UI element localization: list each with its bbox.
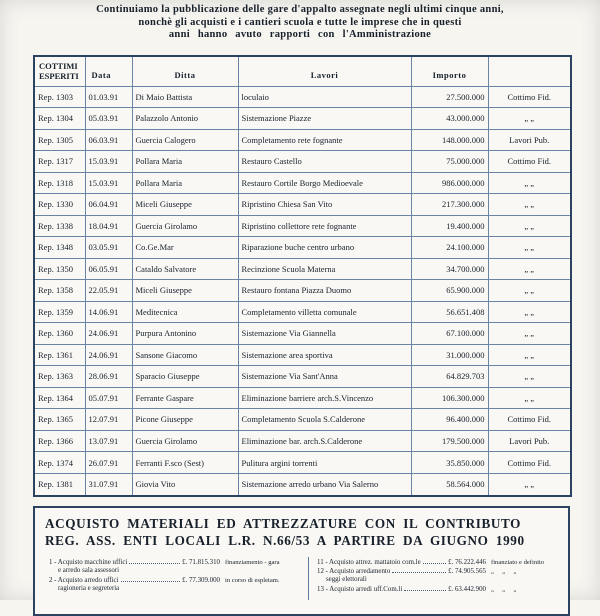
item-label: 13 - Acquisto arredi uff.Com.li [317,585,403,593]
item-label: 11 - Acquisto attrez. mattatoio com.le [317,559,421,566]
item-label: 2 - Acquisto arredo uffici [49,576,119,584]
cell-date: 14.06.91 [85,301,132,323]
cell-date: 18.04.91 [85,215,132,237]
acquisti-title-line-1: ACQUISTO MATERIALI ED ATTREZZATURE CON IL CONTRIBUTO [45,516,521,531]
cell-rep: Rep. 1365 [34,409,85,431]
cottimi-esperiti-table [33,55,572,497]
table-row [34,430,571,452]
cell-rep: Rep. 1317 [34,151,85,173]
acquisti-item [317,567,565,576]
cell-amount: 67.100.000 [411,323,488,345]
cell-rep: Rep. 1361 [34,344,85,366]
cell-work: Sistemazione area sportiva [238,344,411,366]
acquisti-title [35,508,568,549]
cell-rep: Rep. 1366 [34,430,85,452]
table-row [34,452,571,474]
acquisti-title-line-2: REG. ASS. ENTI LOCALI L.R. N.66/53 A PARTIRE DA GIUGNO 1990 [45,533,525,548]
cell-type: „ „ [488,473,571,496]
cell-firm: Palazzolo Antonio [132,108,238,130]
cell-type: „ „ [488,344,571,366]
cell-rep: Rep. 1358 [34,280,85,302]
cell-rep: Rep. 1304 [34,108,85,130]
acquisti-column-right [309,557,568,600]
item-amount: £. 76.222.446 [448,559,486,566]
cell-date: 15.03.91 [85,151,132,173]
acquisti-item [49,576,305,585]
cell-work: Sistemazione Via Giannella [238,323,411,345]
item-amount: £. 77.309.000 [182,576,220,584]
cell-rep: Rep. 1318 [34,172,85,194]
item-sublabel: ragioneria e segreteria [58,584,120,592]
cell-date: 05.07.91 [85,387,132,409]
table-row [34,237,571,259]
cell-firm: Co.Ge.Mar [132,237,238,259]
cell-work: Pulitura argini torrenti [238,452,411,474]
intro-paragraph [0,4,600,42]
cell-type: Lavori Pub. [488,430,571,452]
table-row [34,323,571,345]
cell-date: 28.06.91 [85,366,132,388]
cell-date: 06.04.91 [85,194,132,216]
cell-firm: Meditecnica [132,301,238,323]
cell-date: 06.03.91 [85,129,132,151]
cell-rep: Rep. 1305 [34,129,85,151]
item-note: „ „ „ [491,568,517,575]
cell-type: „ „ [488,280,571,302]
cell-firm: Pollara Maria [132,151,238,173]
table-row [34,473,571,496]
table-row [34,409,571,431]
cell-firm: Ferranti F.sco (Sest) [132,452,238,474]
item-note: „ „ „ [491,585,517,593]
cell-firm: Giovia Vito [132,473,238,496]
cell-firm: Ferrante Gaspare [132,387,238,409]
cell-type: „ „ [488,237,571,259]
cell-date: 03.05.91 [85,237,132,259]
cell-work: Completamento rete fognante [238,129,411,151]
cell-amount: 179.500.000 [411,430,488,452]
cell-work: Sistemazione arredo urbano Via Salerno [238,473,411,496]
acquisti-item [49,558,305,567]
cell-work: Recinzione Scuola Materna [238,258,411,280]
cell-type: „ „ [488,366,571,388]
cell-type: „ „ [488,108,571,130]
intro-line-1: Continuiamo la pubblicazione delle gare d'appalto assegnate negli ultimi cinque anni, [96,4,504,15]
item-note: in corso di espletam. [225,576,280,584]
cottimi-table-body [34,86,571,496]
cell-amount: 58.564.000 [411,473,488,496]
item-note: finanziato e definito [491,559,545,566]
cell-work: Restauro Cortile Borgo Medioevale [238,172,411,194]
item-amount: £. 63.442.900 [448,585,486,593]
cell-rep: Rep. 1381 [34,473,85,496]
cell-type: Lavori Pub. [488,129,571,151]
table-row [34,258,571,280]
cell-amount: 43.000.000 [411,108,488,130]
cell-date: 26.07.91 [85,452,132,474]
cell-rep: Rep. 1363 [34,366,85,388]
cell-firm: Miceli Giuseppe [132,194,238,216]
table-row [34,129,571,151]
cell-type: Cottimo Fid. [488,452,571,474]
dotted-leader [404,590,446,591]
header-tipo [488,56,571,86]
acquisti-item [317,585,565,594]
table-row [34,301,571,323]
acquisti-column-left [35,557,309,600]
acquisti-item [317,558,565,567]
cell-date: 15.03.91 [85,172,132,194]
cell-date: 31.07.91 [85,473,132,496]
cell-firm: Miceli Giuseppe [132,280,238,302]
cell-amount: 56.651.408 [411,301,488,323]
cell-firm: Pollara Maria [132,172,238,194]
cell-amount: 148.000.000 [411,129,488,151]
cell-work: Ripristino collettore rete fognante [238,215,411,237]
cell-rep: Rep. 1350 [34,258,85,280]
cell-work: Completamento Scuola S.Calderone [238,409,411,431]
cell-type: Cottimo Fid. [488,151,571,173]
cell-type: „ „ [488,172,571,194]
table-row [34,172,571,194]
cell-rep: Rep. 1330 [34,194,85,216]
item-amount: £. 74.905.565 [448,568,486,575]
header-data: Data [85,56,132,86]
cell-type: „ „ [488,258,571,280]
cell-amount: 27.500.000 [411,86,488,108]
cell-amount: 217.300.000 [411,194,488,216]
item-amount: £. 71.815.310 [182,559,220,566]
cell-firm: Picone Giuseppe [132,409,238,431]
cell-firm: Di Maio Battista [132,86,238,108]
cell-amount: 65.900.000 [411,280,488,302]
cell-work: Sistemazione Via Sant'Anna [238,366,411,388]
cell-rep: Rep. 1348 [34,237,85,259]
cell-date: 06.05.91 [85,258,132,280]
header-lavori: Lavori [238,56,411,86]
cell-date: 05.03.91 [85,108,132,130]
header-cottimi-esperiti: COTTIMI ESPERITI [34,56,85,86]
item-sublabel: e arredo sala assessori [58,567,120,574]
cell-date: 12.07.91 [85,409,132,431]
table-row [34,108,571,130]
cell-firm: Cataldo Salvatore [132,258,238,280]
cell-work: Eliminazione bar. arch.S.Calderone [238,430,411,452]
cell-amount: 31.000.000 [411,344,488,366]
cell-type: „ „ [488,215,571,237]
cell-type: „ „ [488,323,571,345]
dotted-leader [392,572,446,573]
table-row [34,344,571,366]
item-note: finanziamento - gara [225,559,280,566]
cell-firm: Sparacio Giuseppe [132,366,238,388]
table-row [34,86,571,108]
table-row [34,280,571,302]
cell-amount: 986.000.000 [411,172,488,194]
cell-amount: 64.829.703 [411,366,488,388]
cell-work: Riparazione buche centro urbano [238,237,411,259]
cell-date: 24.06.91 [85,323,132,345]
cell-rep: Rep. 1360 [34,323,85,345]
cell-rep: Rep. 1359 [34,301,85,323]
cell-type: Cottimo Fid. [488,86,571,108]
cell-amount: 19.400.000 [411,215,488,237]
cell-work: Sistemazione Piazze [238,108,411,130]
cell-firm: Sansone Giacomo [132,344,238,366]
table-row [34,215,571,237]
cell-amount: 24.100.000 [411,237,488,259]
cell-rep: Rep. 1374 [34,452,85,474]
cell-work: Restauro fontana Piazza Duomo [238,280,411,302]
item-sublabel: seggi elettorali [326,576,367,583]
cell-amount: 106.300.000 [411,387,488,409]
table-row [34,194,571,216]
cell-work: Ripristino Chiesa San Vito [238,194,411,216]
cell-rep: Rep. 1303 [34,86,85,108]
cell-date: 22.05.91 [85,280,132,302]
table-row [34,151,571,173]
cell-amount: 96.400.000 [411,409,488,431]
acquisti-columns [35,557,568,600]
cell-work: Completamento villetta comunale [238,301,411,323]
cell-amount: 35.850.000 [411,452,488,474]
cell-amount: 34.700.000 [411,258,488,280]
cell-rep: Rep. 1338 [34,215,85,237]
item-label: 12 - Acquisto arredamento [317,568,391,575]
cell-firm: Guercia Girolamo [132,430,238,452]
cell-work: Restauro Castello [238,151,411,173]
cell-type: Cottimo Fid. [488,409,571,431]
table-header-row [34,56,571,86]
cell-date: 24.06.91 [85,344,132,366]
cell-firm: Purpura Antonino [132,323,238,345]
cell-work: loculaio [238,86,411,108]
cell-rep: Rep. 1364 [34,387,85,409]
header-ditta: Ditta [132,56,238,86]
cell-type: „ „ [488,194,571,216]
intro-line-2: nonchè gli acquisti e i cantieri scuola e tutte le imprese che in questi [138,16,462,28]
table-row [34,366,571,388]
dotted-leader [129,563,180,564]
cell-amount: 75.000.000 [411,151,488,173]
cell-date: 01.03.91 [85,86,132,108]
cell-date: 13.07.91 [85,430,132,452]
header-importo: Importo [411,56,488,86]
table-row [34,387,571,409]
cell-firm: Guercia Calogero [132,129,238,151]
dotted-leader [423,563,446,564]
cell-work: Eliminazione barriere arch.S.Vincenzo [238,387,411,409]
intro-line-3: anni hanno avuto rapporti con l'Amministrazione [168,29,432,40]
cell-firm: Guercia Girolamo [132,215,238,237]
cell-type: „ „ [488,387,571,409]
cell-type: „ „ [488,301,571,323]
item-label: 1 - Acquisto macchine uffici [49,559,128,566]
dotted-leader [121,581,181,582]
